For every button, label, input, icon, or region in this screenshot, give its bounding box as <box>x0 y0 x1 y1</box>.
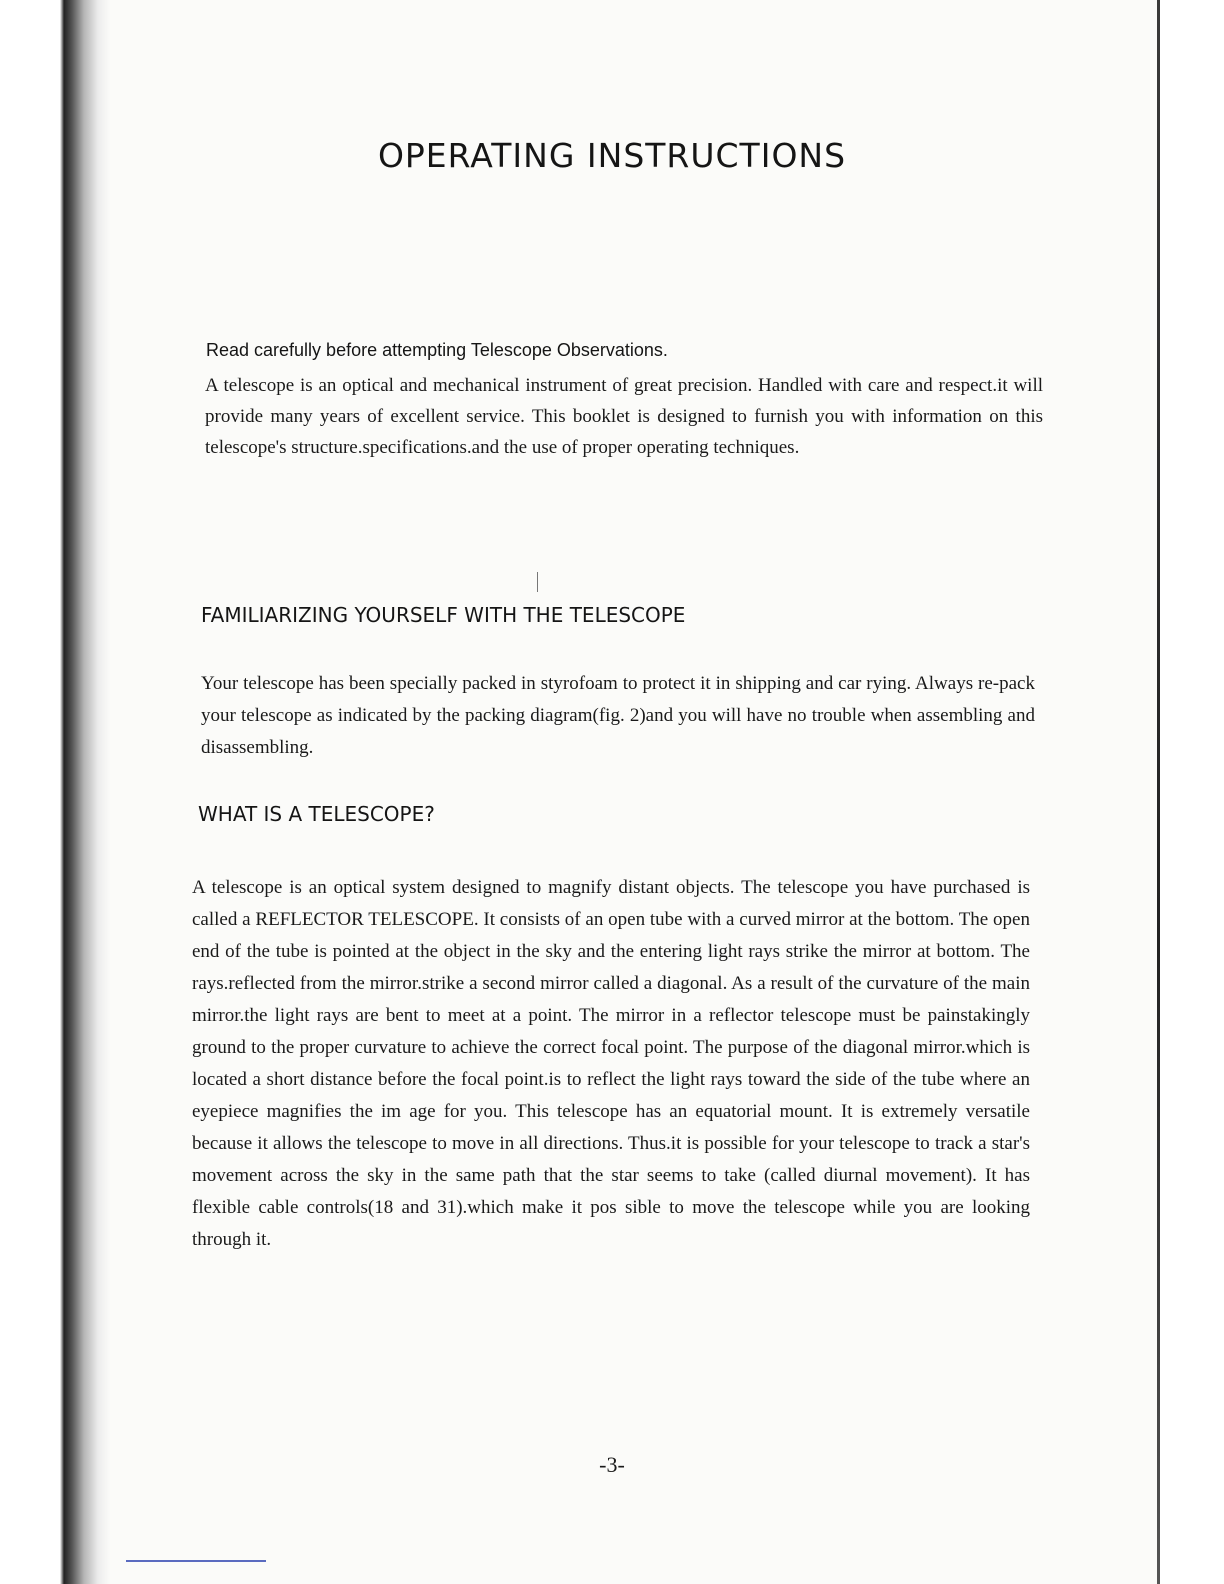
section-heading-what-is: WHAT IS A TELESCOPE? <box>198 802 435 826</box>
page-number: -3- <box>599 1452 625 1477</box>
intro-paragraph: A telescope is an optical and mechanical instrument of great precision. Handled with care and respect.it will provide many years of excellent service. This booklet is designed to furnish you with information on this telescope's structure.specifications.and the use of proper operating techniques. <box>205 375 1043 458</box>
page-right-edge <box>1157 0 1160 1584</box>
stray-mark <box>537 572 538 592</box>
lead-sentence: Read carefully before attempting Telescope Observations. <box>206 340 668 360</box>
page-binding-shadow <box>0 0 110 1584</box>
section-body-what-is: A telescope is an optical system designed to magnify distant objects. The telescope you have purchased is called a REFLECTOR TELESCOPE. It consists of an open tube with a curved mirror at the bottom. The open end of the tube is pointed at the object in the sky and the entering light rays strike the mirror at bottom. The rays.reflected from the mirror.strike a second mirror called a diagonal. As a result of the curvature of the main mirror.the light rays are bent to meet at a point. The mirror in a reflector telescope must be painstakingly ground to the proper curvature to achieve the correct focal point. The purpose of the diagonal mirror.which is located a short distance before the focal point.is to reflect the light rays toward the side of the tube where an eyepiece magnifies the im age for you. This telescope has an equatorial mount. It is extremely versatile because it allows the telescope to move in all directions. Thus.it is possible for your telescope to track a star's movement across the sky in the same path that the star seems to take (called diurnal movement). It has flexible cable controls(18 and 31).which make it pos sible to move the telescope while you are looking through it. <box>192 877 1030 1250</box>
footer-line <box>126 1560 266 1562</box>
section-heading-familiarizing: FAMILIARIZING YOURSELF WITH THE TELESCOPE <box>201 603 686 627</box>
page-title: OPERATING INSTRUCTIONS <box>377 136 847 175</box>
right-margin <box>1160 0 1224 1584</box>
section-body-familiarizing: Your telescope has been specially packed in styrofoam to protect it in shipping and car rying. Always re-pack your telescope as indicated by the packing diagram(fig. 2)and you will have no trouble when assembling and disassembling. <box>201 673 1035 758</box>
